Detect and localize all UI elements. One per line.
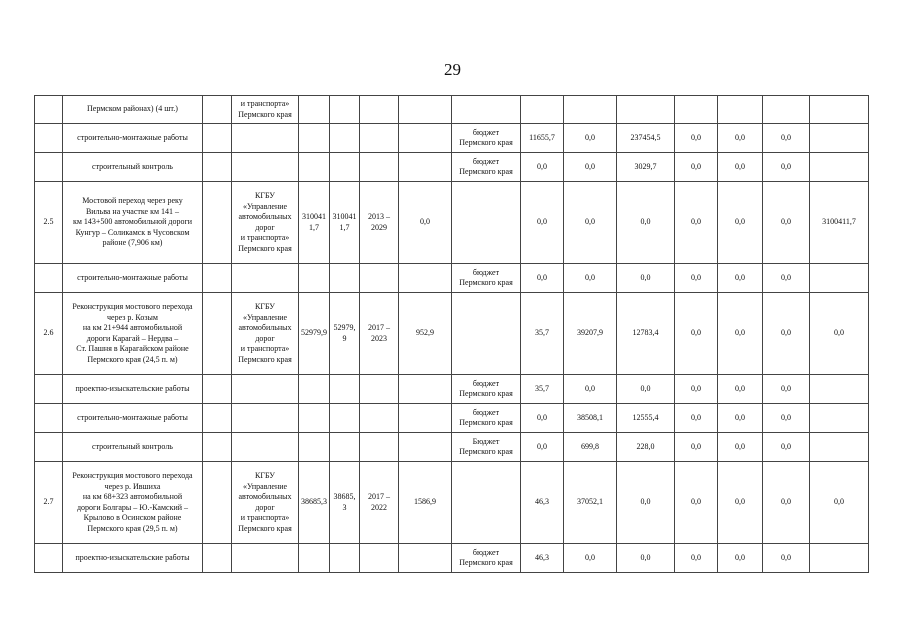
- spacer-cell: [203, 96, 232, 124]
- period-cell: [360, 264, 399, 293]
- value-2021: 0,0: [617, 264, 675, 293]
- value-2023: 0,0: [718, 153, 763, 182]
- table-row: [35, 544, 869, 573]
- estimate-cell: [330, 404, 360, 433]
- value-2023: 0,0: [718, 124, 763, 153]
- value-2024: 0,0: [763, 182, 810, 264]
- customer-cell: [232, 544, 299, 573]
- funding-source-cell: Бюджет Пермского края: [452, 433, 521, 462]
- table-row: [35, 96, 869, 124]
- estimate-cell: [330, 264, 360, 293]
- value-2022: 0,0: [675, 375, 718, 404]
- value-2021: 3029,7: [617, 153, 675, 182]
- value-2022: 0,0: [675, 433, 718, 462]
- value-2020: 0,0: [564, 124, 617, 153]
- spent-cell: [399, 544, 452, 573]
- value-2021: 12783,4: [617, 293, 675, 375]
- value-2019: 46,3: [521, 544, 564, 573]
- value-2019: 0,0: [521, 433, 564, 462]
- spent-cell: [399, 153, 452, 182]
- row-number: [35, 96, 63, 124]
- value-2023: 0,0: [718, 375, 763, 404]
- total-cost-cell: [299, 153, 330, 182]
- period-cell: [360, 96, 399, 124]
- value-2020: 0,0: [564, 544, 617, 573]
- value-2019: 46,3: [521, 462, 564, 544]
- customer-cell: КГБУ «Управление автомобильных дорог и транспорта» Пермского края: [232, 293, 299, 375]
- value-remaining: [810, 264, 869, 293]
- customer-cell: [232, 375, 299, 404]
- spacer-cell: [203, 544, 232, 573]
- object-name: Реконструкция мостового перехода через р. Ившиха на км 68+323 автомобильной дороги Болгары – Ю.-Камский – Крылово в Осинском районе Пермского края (29,5 п. м): [63, 462, 203, 544]
- value-remaining: [810, 544, 869, 573]
- row-number: [35, 404, 63, 433]
- estimate-cell: [330, 153, 360, 182]
- total-cost-cell: [299, 124, 330, 153]
- object-name: строительно-монтажные работы: [63, 404, 203, 433]
- table-row: [35, 433, 869, 462]
- estimate-cell: 310041 1,7: [330, 182, 360, 264]
- estimate-cell: 38685, 3: [330, 462, 360, 544]
- spacer-cell: [203, 433, 232, 462]
- funding-source-cell: бюджет Пермского края: [452, 404, 521, 433]
- value-2024: 0,0: [763, 264, 810, 293]
- value-2024: 0,0: [763, 433, 810, 462]
- spacer-cell: [203, 124, 232, 153]
- value-2023: 0,0: [718, 544, 763, 573]
- value-2022: 0,0: [675, 182, 718, 264]
- period-cell: [360, 375, 399, 404]
- value-2020: 0,0: [564, 264, 617, 293]
- estimate-cell: [330, 375, 360, 404]
- row-number: 2.6: [35, 293, 63, 375]
- value-remaining: [810, 404, 869, 433]
- value-remaining: [810, 375, 869, 404]
- spacer-cell: [203, 462, 232, 544]
- value-2024: 0,0: [763, 404, 810, 433]
- object-name: Пермском районах) (4 шт.): [63, 96, 203, 124]
- value-2019: 0,0: [521, 153, 564, 182]
- spacer-cell: [203, 182, 232, 264]
- value-2021: 12555,4: [617, 404, 675, 433]
- estimate-cell: [330, 433, 360, 462]
- period-cell: [360, 404, 399, 433]
- customer-cell: и транспорта» Пермского края: [232, 96, 299, 124]
- spent-cell: [399, 264, 452, 293]
- value-2023: [718, 96, 763, 124]
- table-row-object: [35, 462, 869, 544]
- customer-cell: [232, 433, 299, 462]
- value-2022: 0,0: [675, 153, 718, 182]
- spent-cell: [399, 404, 452, 433]
- total-cost-cell: [299, 375, 330, 404]
- row-number: [35, 433, 63, 462]
- total-cost-cell: 38685,3: [299, 462, 330, 544]
- spent-cell: 1586,9: [399, 462, 452, 544]
- value-2021: 0,0: [617, 462, 675, 544]
- table-row: [35, 264, 869, 293]
- row-number: 2.5: [35, 182, 63, 264]
- estimate-cell: [330, 124, 360, 153]
- value-2020: 38508,1: [564, 404, 617, 433]
- row-number: [35, 264, 63, 293]
- value-2020: 0,0: [564, 153, 617, 182]
- value-remaining: 3100411,7: [810, 182, 869, 264]
- value-2021: 0,0: [617, 375, 675, 404]
- spacer-cell: [203, 375, 232, 404]
- funding-source-cell: бюджет Пермского края: [452, 124, 521, 153]
- funding-source-cell: бюджет Пермского края: [452, 544, 521, 573]
- value-2023: 0,0: [718, 433, 763, 462]
- value-2023: 0,0: [718, 462, 763, 544]
- value-remaining: [810, 124, 869, 153]
- value-2022: [675, 96, 718, 124]
- value-2021: 0,0: [617, 544, 675, 573]
- value-2024: 0,0: [763, 375, 810, 404]
- object-name: строительно-монтажные работы: [63, 264, 203, 293]
- value-2024: 0,0: [763, 153, 810, 182]
- period-cell: [360, 124, 399, 153]
- value-2024: 0,0: [763, 544, 810, 573]
- spacer-cell: [203, 404, 232, 433]
- value-2021: 0,0: [617, 182, 675, 264]
- funding-source-cell: [452, 462, 521, 544]
- table-row-object: [35, 182, 869, 264]
- table-row: [35, 124, 869, 153]
- customer-cell: [232, 264, 299, 293]
- row-number: [35, 375, 63, 404]
- total-cost-cell: 52979,9: [299, 293, 330, 375]
- value-2020: [564, 96, 617, 124]
- spacer-cell: [203, 153, 232, 182]
- value-2022: 0,0: [675, 293, 718, 375]
- period-cell: 2017 – 2022: [360, 462, 399, 544]
- table-row-object: [35, 293, 869, 375]
- object-name: Мостовой переход через реку Вильва на участке км 141 – км 143+500 автомобильной дороги Кунгур – Соликамск в Чусовском районе (7,906 км): [63, 182, 203, 264]
- value-2023: 0,0: [718, 182, 763, 264]
- customer-cell: [232, 124, 299, 153]
- customer-cell: КГБУ «Управление автомобильных дорог и транспорта» Пермского края: [232, 462, 299, 544]
- total-cost-cell: [299, 96, 330, 124]
- total-cost-cell: 310041 1,7: [299, 182, 330, 264]
- value-2023: 0,0: [718, 293, 763, 375]
- value-2023: 0,0: [718, 404, 763, 433]
- table-row: [35, 153, 869, 182]
- object-name: проектно-изыскательские работы: [63, 375, 203, 404]
- value-2019: 0,0: [521, 182, 564, 264]
- table-row: [35, 375, 869, 404]
- funding-source-cell: [452, 182, 521, 264]
- value-2021: [617, 96, 675, 124]
- object-name: строительный контроль: [63, 153, 203, 182]
- funding-source-cell: бюджет Пермского края: [452, 375, 521, 404]
- value-2022: 0,0: [675, 264, 718, 293]
- value-2020: 37052,1: [564, 462, 617, 544]
- estimate-cell: [330, 96, 360, 124]
- value-2020: 699,8: [564, 433, 617, 462]
- estimate-cell: 52979, 9: [330, 293, 360, 375]
- value-2019: 0,0: [521, 264, 564, 293]
- value-2022: 0,0: [675, 544, 718, 573]
- program-table: [34, 95, 869, 573]
- table-row: [35, 404, 869, 433]
- funding-source-cell: бюджет Пермского края: [452, 264, 521, 293]
- value-2024: 0,0: [763, 124, 810, 153]
- period-cell: [360, 544, 399, 573]
- object-name: проектно-изыскательские работы: [63, 544, 203, 573]
- value-remaining: [810, 433, 869, 462]
- value-remaining: 0,0: [810, 293, 869, 375]
- spent-cell: [399, 96, 452, 124]
- value-2021: 228,0: [617, 433, 675, 462]
- estimate-cell: [330, 544, 360, 573]
- total-cost-cell: [299, 544, 330, 573]
- value-remaining: 0,0: [810, 462, 869, 544]
- value-2024: 0,0: [763, 293, 810, 375]
- value-remaining: [810, 96, 869, 124]
- spent-cell: [399, 375, 452, 404]
- value-2019: 11655,7: [521, 124, 564, 153]
- funding-source-cell: [452, 96, 521, 124]
- value-2019: 35,7: [521, 375, 564, 404]
- value-2020: 39207,9: [564, 293, 617, 375]
- row-number: [35, 153, 63, 182]
- row-number: [35, 544, 63, 573]
- spent-cell: [399, 433, 452, 462]
- table-body: [35, 96, 869, 573]
- value-2021: 237454,5: [617, 124, 675, 153]
- value-2024: 0,0: [763, 462, 810, 544]
- spent-cell: 0,0: [399, 182, 452, 264]
- funding-source-cell: бюджет Пермского края: [452, 153, 521, 182]
- total-cost-cell: [299, 404, 330, 433]
- object-name: Реконструкция мостового перехода через р. Козым на км 21+944 автомобильной дороги Карагай – Нердва – Ст. Пашня в Карагайском районе Пермского края (24,5 п. м): [63, 293, 203, 375]
- total-cost-cell: [299, 433, 330, 462]
- spacer-cell: [203, 264, 232, 293]
- value-2024: [763, 96, 810, 124]
- value-2020: 0,0: [564, 182, 617, 264]
- value-2020: 0,0: [564, 375, 617, 404]
- customer-cell: КГБУ «Управление автомобильных дорог и транспорта» Пермского края: [232, 182, 299, 264]
- period-cell: [360, 433, 399, 462]
- spacer-cell: [203, 293, 232, 375]
- object-name: строительный контроль: [63, 433, 203, 462]
- value-2023: 0,0: [718, 264, 763, 293]
- period-cell: [360, 153, 399, 182]
- period-cell: 2017 – 2023: [360, 293, 399, 375]
- value-remaining: [810, 153, 869, 182]
- customer-cell: [232, 153, 299, 182]
- object-name: строительно-монтажные работы: [63, 124, 203, 153]
- spent-cell: 952,9: [399, 293, 452, 375]
- page-number: 29: [444, 60, 461, 79]
- value-2022: 0,0: [675, 404, 718, 433]
- value-2022: 0,0: [675, 462, 718, 544]
- period-cell: 2013 – 2029: [360, 182, 399, 264]
- row-number: 2.7: [35, 462, 63, 544]
- row-number: [35, 124, 63, 153]
- total-cost-cell: [299, 264, 330, 293]
- funding-source-cell: [452, 293, 521, 375]
- value-2019: [521, 96, 564, 124]
- value-2019: 0,0: [521, 404, 564, 433]
- spent-cell: [399, 124, 452, 153]
- customer-cell: [232, 404, 299, 433]
- value-2019: 35,7: [521, 293, 564, 375]
- value-2022: 0,0: [675, 124, 718, 153]
